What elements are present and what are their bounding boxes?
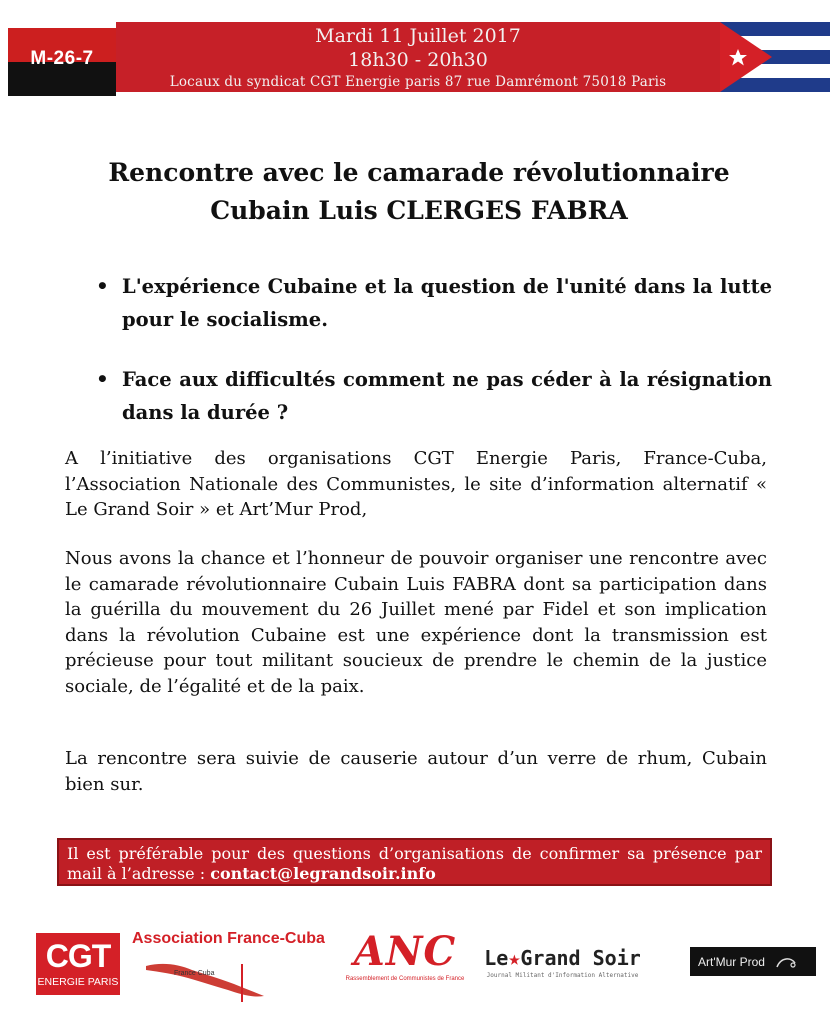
event-date: Mardi 11 Juillet 2017 bbox=[315, 25, 521, 47]
rsvp-text: Il est préférable pour des questions d’organisations de confirmer sa présence par mail à l’adresse : bbox=[67, 844, 762, 883]
cgt-logo bbox=[36, 933, 120, 995]
contact-email-link[interactable]: contact@legrandsoir.info bbox=[210, 864, 436, 883]
event-time: 18h30 - 20h30 bbox=[348, 49, 488, 71]
bullet-text: Face aux difficultés comment ne pas céder à la résignation dans la durée ? bbox=[122, 368, 772, 424]
cuban-flag-icon bbox=[720, 22, 830, 92]
art-mur-prod-name: Art'Mur Prod bbox=[698, 954, 765, 969]
france-cuba-name: Association France-Cuba bbox=[132, 930, 325, 947]
m-26-7-label: M-26-7 bbox=[30, 48, 94, 69]
anc-logo bbox=[340, 928, 470, 1008]
star-icon: ★ bbox=[508, 946, 521, 970]
le-grand-soir-name: Le★Grand Soir bbox=[484, 946, 641, 970]
closing-paragraph: La rencontre sera suivie de causerie autour d’un verre de rhum, Cubain bien sur. bbox=[65, 748, 767, 795]
france-cuba-subtext: France Cuba bbox=[174, 970, 215, 977]
page-title-line-2: Cubain Luis CLERGES FABRA bbox=[210, 196, 628, 225]
bullet-dot-icon: • bbox=[96, 367, 109, 391]
le-grand-soir-logo bbox=[470, 946, 655, 986]
france-cuba-logo bbox=[132, 930, 325, 1010]
cuba-map-icon bbox=[142, 956, 272, 1004]
list-item bbox=[96, 270, 772, 336]
list-item bbox=[96, 363, 772, 429]
le-grand-soir-subtext: Journal Militant d'Information Alternative bbox=[486, 972, 639, 979]
event-banner bbox=[116, 22, 720, 92]
m-26-7-badge bbox=[8, 28, 116, 96]
bullet-dot-icon: • bbox=[96, 274, 109, 298]
main-paragraph: Nous avons la chance et l’honneur de pouvoir organiser une rencontre avec le camarade révolutionnaire Cubain Luis FABRA dont sa participation dans la guérilla du mouvement du 26 Juillet mené par Fidel et son implication dans la révolution Cubaine est une expérience dont la transmission est précieuse pour tout militant soucieux de prendre le chemin de la justice sociale, de l’égalité et de la paix. bbox=[65, 548, 767, 697]
anc-logo-subtext: Rassemblement de Communistes de France bbox=[345, 976, 465, 982]
cgt-logo-text: CGT bbox=[45, 938, 111, 974]
anc-logo-text: ANC bbox=[353, 928, 457, 975]
camera-icon bbox=[775, 955, 799, 969]
art-mur-prod-logo bbox=[690, 947, 816, 976]
cgt-logo-subtext: ENERGIE PARIS bbox=[37, 976, 119, 988]
intro-paragraph: A l’initiative des organisations CGT Energie Paris, France-Cuba, l’Association Nationale des Communistes, le site d’information alternatif « Le Grand Soir » et Art’Mur Prod, bbox=[65, 448, 767, 520]
event-location: Locaux du syndicat CGT Energie paris 87 rue Damrémont 75018 Paris bbox=[169, 74, 667, 90]
page-title-line-1: Rencontre avec le camarade révolutionnaire bbox=[108, 158, 730, 187]
bullet-text: L'expérience Cubaine et la question de l'unité dans la lutte pour le socialisme. bbox=[122, 275, 772, 331]
bullet-list bbox=[96, 270, 772, 456]
rsvp-notice bbox=[57, 838, 772, 886]
